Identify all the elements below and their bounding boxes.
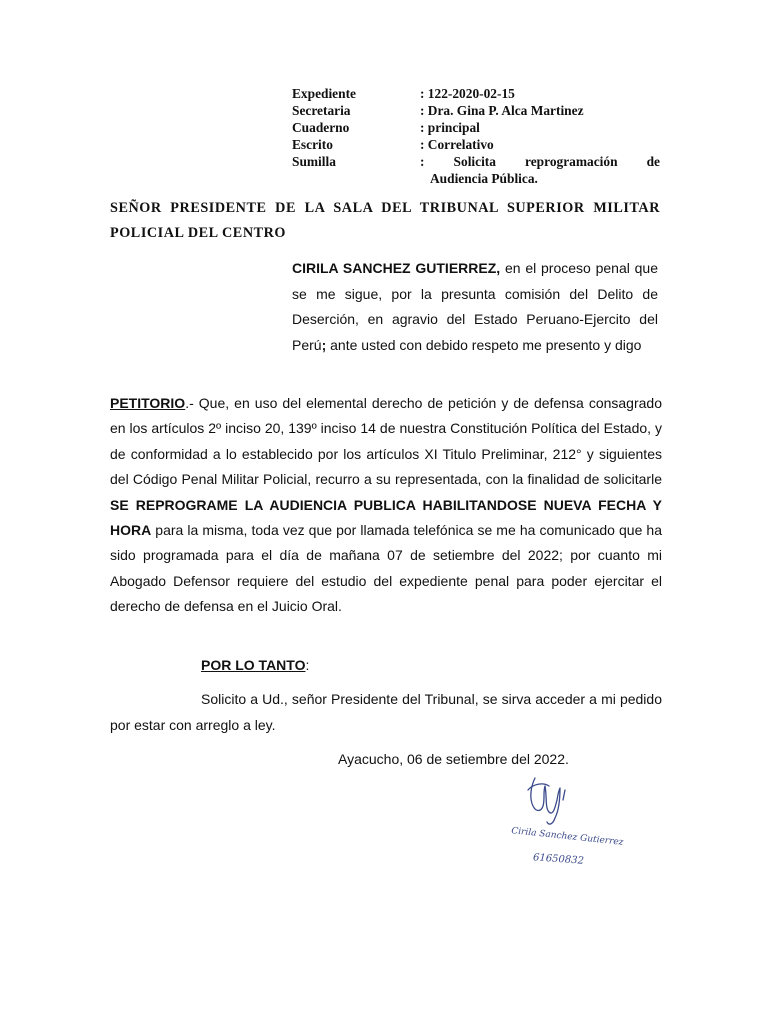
addressee-line-1: SEÑOR PRESIDENTE DE LA SALA DEL TRIBUNAL SUPERIOR MILITAR [110,200,660,216]
sumilla-continuation: Audiencia Pública. [430,171,538,186]
petitorio-text: Que, en uso del elemental derecho de petición y de defensa consagrado en los artículos 2º inciso 20, 139º inciso 14 de nuestra Constitución Política del Estado, y de conformidad a lo establecido por los artículos XI Titulo Preliminar, 212° y siguientes del Código Penal Militar Policial, recurro a su representada, con la finalidad de solicitarle [110,395,662,488]
intro-paragraph [292,256,658,358]
por-lo-tanto [201,653,309,678]
header-key: Sumilla [292,154,336,169]
header-row-secretaria [292,102,660,119]
closing-request: Solicito a Ud., señor Presidente del Tribunal, se sirva acceder a mi pedido por estar con arreglo a ley. [110,691,662,733]
signature-name: Cirila Sanchez Gutierrez [510,826,624,848]
header-key: Secretaria [292,103,351,118]
petitorio-label: PETITORIO [110,395,186,411]
header-value: : 122-2020-02-15 [420,86,515,101]
intro-text: en el proceso penal que se me sigue, por la presunta comisión del Delito de Deserción, en agravio del Estado Peruano-Ejercito del Perú [292,260,658,353]
case-header [292,85,660,187]
header-row-cuaderno [292,119,660,136]
petitorio-separator: .- [185,395,199,411]
header-row-escrito [292,136,660,153]
petitioner-name: CIRILA SANCHEZ GUTIERREZ, [292,260,501,276]
header-row-expediente [292,85,660,102]
header-value: : principal [420,120,480,135]
header-key: Cuaderno [292,120,350,135]
addressee-line-2: POLICIAL DEL CENTRO [110,225,287,241]
intro-text-2: ante usted con debido respeto me presento y digo [326,336,642,353]
place-date: Ayacucho, 06 de setiembre del 2022. [338,751,569,767]
header-key: Expediente [292,86,356,101]
header-value: : Solicita reprogramación de [420,154,660,169]
petitorio-request: SE REPROGRAME LA AUDIENCIA PUBLICA HABILITANDOSE NUEVA FECHA Y HORA [110,496,662,539]
por-lo-tanto-label: POR LO TANTO [201,657,306,673]
signature [505,772,624,877]
header-row-sumilla [292,153,660,170]
header-value: : Correlativo [420,137,494,152]
addressee [110,196,660,246]
petitorio-text-2: para la misma, toda vez que por llamada telefónica se me ha comunicado que ha sido programada para el día de mañana 07 de setiembre del 2022; por cuanto mi Abogado Defensor requiere del estudio del expediente penal para poder ejercitar el derecho de defensa en el Juicio Oral. [110,522,662,615]
header-key: Escrito [292,137,333,152]
petitorio-paragraph [110,391,662,620]
header-value: : Dra. Gina P. Alca Martinez [420,103,584,118]
signature-dni: 61650832 [532,852,585,867]
intro-semicolon: ; [321,336,327,353]
por-lo-tanto-colon: : [305,657,310,673]
